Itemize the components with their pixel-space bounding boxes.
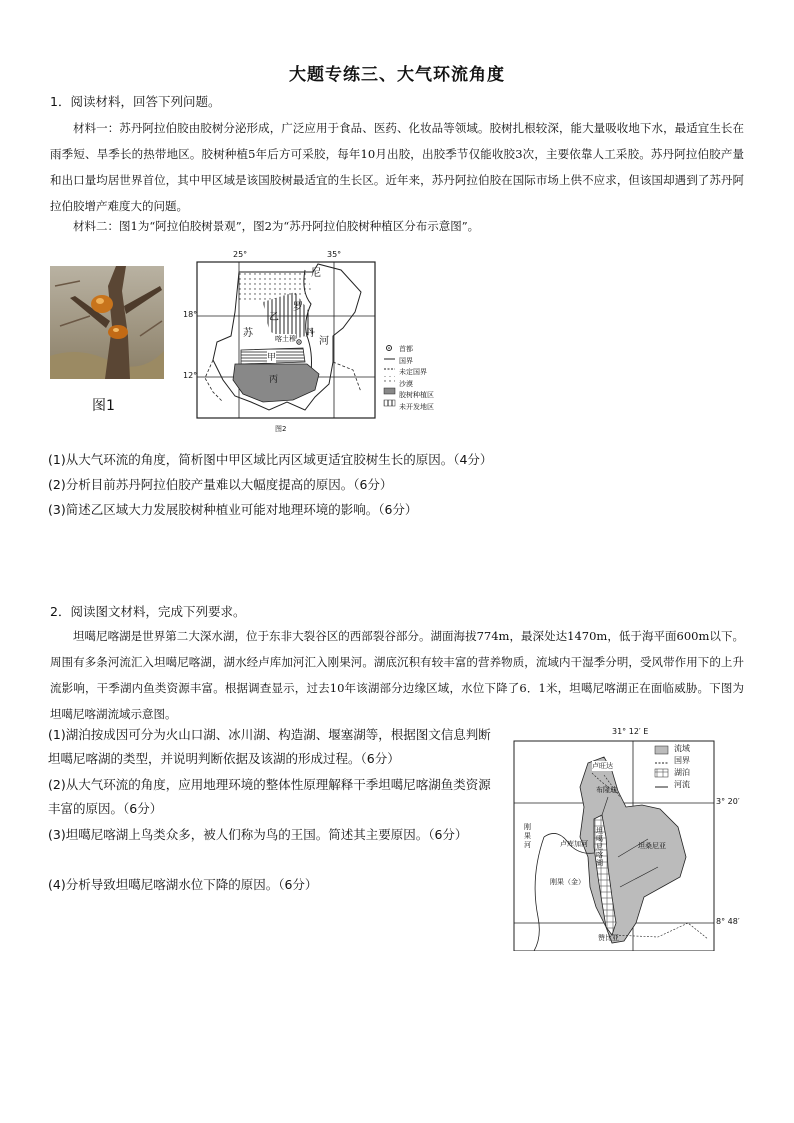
lon-label-25: 25°	[233, 250, 248, 259]
lon-label: 31° 12′ E	[612, 727, 649, 736]
map-label-dan: 丹	[305, 328, 315, 339]
q2-question-4: (4)分析导致坦噶尼喀湖水位下降的原因。（6分）	[48, 877, 318, 892]
label-lake-tanganyika: 坦噶尼喀湖	[596, 827, 603, 867]
q2-question-2: (2)从大气环流的角度，应用地理环境的整体性原理解释干季坦噶尼喀湖鱼类资源丰富的原因。（6分）	[48, 777, 491, 816]
lat-label-north: 3° 20′	[716, 797, 740, 806]
label-congo-dr: 刚果（金）	[550, 878, 585, 886]
q2-question-3: (3)坦噶尼喀湖上鸟类众多，被人们称为鸟的王国。简述其主要原因。（6分）	[48, 827, 468, 842]
tanganyika-map	[508, 727, 756, 951]
label-congo-river: 刚果河	[524, 823, 531, 849]
legend-undeveloped: 未开发地区	[399, 402, 434, 411]
legend-lake: 湖泊	[674, 768, 690, 777]
q1-material2: 材料二：图1为“阿拉伯胶树景观”，图2为“苏丹阿拉伯胶树种植区分布示意图”。	[73, 219, 480, 233]
label-burundi: 布隆迪	[596, 786, 617, 794]
label-lukuga-river: 卢库加河	[560, 840, 588, 848]
q2-question-1: (1)湖泊按成因可分为火山口湖、冰川湖、构造湖、堰塞湖等，根据图文信息判断坦噶尼喀湖的类型，并说明判断依据及该湖的形成过程。（6分）	[48, 727, 491, 766]
page-title: 大题专练三、大气环流角度	[289, 65, 505, 85]
figure-1-caption: 图1	[92, 398, 115, 414]
legend-undefined-border: 未定国界	[399, 368, 427, 376]
map-label-jia: 甲	[267, 350, 276, 363]
label-zambia: 赞比亚	[598, 934, 619, 942]
legend-border: 国界	[399, 356, 413, 365]
q1-question-2: (2)分析目前苏丹阿拉伯胶产量难以大幅度提高的原因。（6分）	[48, 477, 393, 492]
map-label-khartoum: 喀土穆	[275, 335, 296, 343]
q1-stem: 1．阅读材料，回答下列问题。	[50, 94, 221, 109]
map-label-luo: 罗	[293, 302, 303, 313]
figure-2-caption: 图2	[275, 425, 287, 433]
legend-basin: 流域	[674, 744, 690, 753]
map-label-bing: 丙	[269, 375, 279, 385]
legend-river: 河流	[674, 780, 690, 789]
lat-label-south: 8° 48′	[716, 917, 740, 926]
map-label-ni: 尼	[311, 268, 321, 279]
label-tanzania: 坦桑尼亚	[638, 842, 666, 850]
label-rwanda: 卢旺达	[592, 762, 613, 770]
sudan-map	[183, 252, 445, 434]
map-label-yi: 乙	[269, 312, 279, 323]
map-label-he: 河	[319, 336, 329, 347]
legend-capital: 首都	[399, 345, 413, 353]
q1-question-3: (3)简述乙区域大力发展胶树种植业可能对地理环境的影响。（6分）	[48, 502, 418, 517]
q2-material: 坦噶尼喀湖是世界第二大深水湖，位于东非大裂谷区的西部裂谷部分。湖面海拔774m，最深处达1470m，低于海平面600m以下。周围有多条河流汇入坦噶尼喀湖，湖水经卢库加河汇入刚果河。湖底沉积有较丰富的营养物质，流域内干湿季分明，受风带作用下的上升流影响，干季湖内鱼类资源丰富。根据调查显示，过去10年该湖部分边缘区域，水位下降了6．1米，坦噶尼喀湖正在面临威胁。下图为坦噶尼喀湖流域示意图。	[50, 629, 744, 721]
map-label-su: 苏	[243, 328, 253, 339]
q1-question-1: (1)从大气环流的角度，简析图中甲区域比丙区域更适宜胶树生长的原因。（4分）	[48, 452, 493, 467]
q2-stem: 2．阅读图文材料，完成下列要求。	[50, 604, 246, 619]
legend-border: 国界	[674, 756, 690, 765]
lon-label-35: 35°	[327, 250, 342, 259]
legend-desert: 沙漠	[399, 379, 413, 388]
lat-label-12: 12°	[183, 371, 198, 380]
gum-tree-photo	[50, 266, 164, 379]
legend-gum-zone: 胶树种植区	[399, 391, 434, 399]
lat-label-18: 18°	[183, 310, 198, 319]
q1-material1: 材料一：苏丹阿拉伯胶由胶树分泌形成，广泛应用于食品、医药、化妆品等领域。胶树扎根较深，能大量吸收地下水，最适宜生长在雨季短、旱季长的热带地区。胶树种植5年后方可采胶，每年10月出胶，出胶季节仅能收胶3次，主要依靠人工采胶。苏丹阿拉伯胶产量和出口量均居世界首位，其中甲区域是该国胶树最适宜的生长区。近年来，苏丹阿拉伯胶在国际市场上供不应求，但该国却遇到了苏丹阿拉伯胶增产难度大的问题。	[50, 121, 744, 213]
